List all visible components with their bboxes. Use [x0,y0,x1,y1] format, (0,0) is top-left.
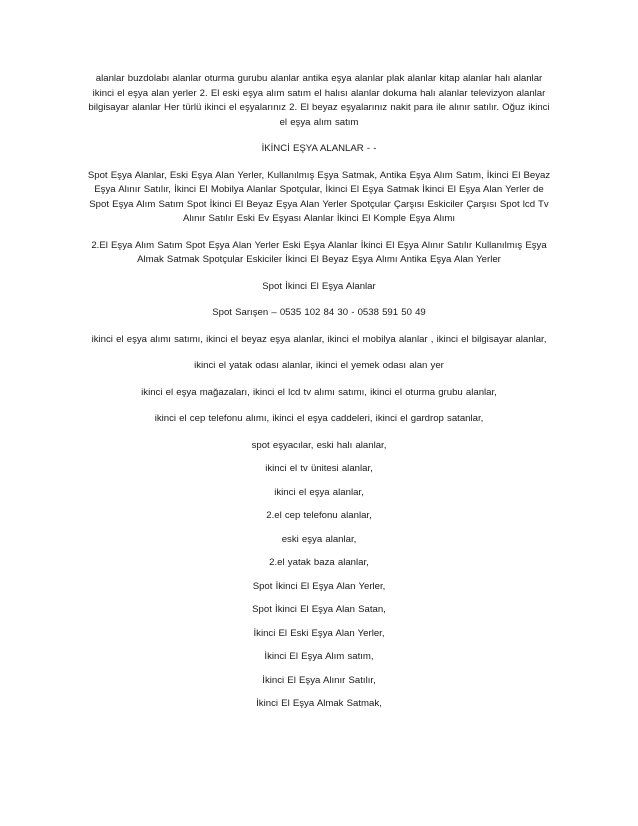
list-line: ikinci el tv ünitesi alanlar, [265,463,373,474]
body-paragraph: ikinci el eşya alımı satımı, ikinci el beyaz eşya alanlar, ikinci el mobilya alanlar , ikinci el bilgisayar alanlar, [91,333,547,345]
body-line: ikinci el cep telefonu alımı, ikinci el eşya caddeleri, ikinci el gardrop satanlar, [154,413,484,424]
list-line: İkinci El Eşya Alım satım, [264,651,374,662]
list-line: İkinci El Eski Eşya Alan Yerler, [253,627,385,639]
list-line: Spot İkinci El Eşya Alan Yerler, [252,580,386,592]
list-line: 2.el cep telefonu alanlar, [266,510,372,521]
list-line: İkinci El Eşya Alınır Satılır, [262,674,376,686]
list-line: 2.el yatak baza alanlar, [269,557,369,568]
contact-line: Spot Sarışen – 0535 102 84 30 - 0538 591 50 49 [212,307,426,318]
list-line: Spot İkinci El Eşya Alan Satan, [252,604,386,615]
subheading: Spot İkinci El Eşya Alanlar [262,280,376,292]
body-line: ikinci el eşya mağazaları, ikinci el lcd tv alımı satımı, ikinci el oturma grubu alanlar, [141,386,497,398]
body-paragraph: 2.El Eşya Alım Satım Spot Eşya Alan Yerler Eski Eşya Alanlar İkinci El Eşya Alınır Satılır Kullanılmış Eşya Almak Satmak Spotçular Eskiciler İkinci El Beyaz Eşya Alımı Antika Eşya Alan Yerler [91,239,547,265]
document-body [86,72,552,721]
section-heading: İKİNCİ EŞYA ALANLAR - - [261,143,377,154]
list-line: ikinci el eşya alanlar, [274,486,364,498]
body-paragraph: Spot Eşya Alanlar, Eski Eşya Alan Yerler, Kullanılmış Eşya Satmak, Antika Eşya Alım Satım, İkinci El Beyaz Eşya Alınır Satılır, İkinci El Mobilya Alanlar Spotçular, İkinci El Eşya Satmak İkinci El Eşya Alan Yerler de Spot Eşya Alım Satım Spot İkinci El Beyaz Eşya Alan Yerler Spotçular Çarşısı Eskiciler Çarşısı Spot lcd Tv Alınır Satılır Eski Ev Eşyası Alanlar İkinci El Komple Eşya Alımı [87,169,551,224]
list-line: İkinci El Eşya Almak Satmak, [256,698,382,709]
list-line: spot eşyacılar, eski halı alanlar, [251,439,387,451]
list-line: eski eşya alanlar, [281,533,357,545]
body-line: ikinci el yatak odası alanlar, ikinci el yemek odası alan yer [194,360,444,371]
intro-paragraph: alanlar buzdolabı alanlar oturma gurubu alanlar antika eşya alanlar plak alanlar kitap alanlar halı alanlar ikinci el eşya alan yerler 2. El eski eşya alım satım el halısı alanlar dokuma halı alanlar televizyon alanlar bilgisayar alanlar Her türlü ikinci el eşyalarınız 2. El beyaz eşyalarınız nakit para ile alınır satılır. Oğuz ikinci el eşya alım satım [88,73,550,128]
